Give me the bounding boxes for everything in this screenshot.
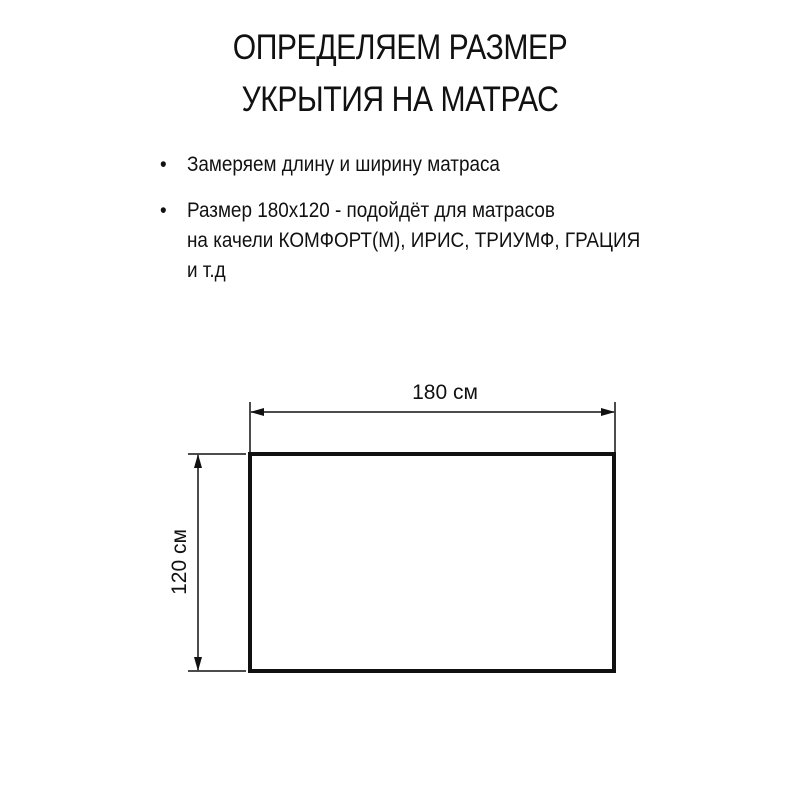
bullet-text: Замеряем длину и ширину матраса	[187, 153, 500, 176]
mattress-rectangle	[250, 454, 614, 671]
bullet-text: Размер 180х120 - подойдёт для матрасов	[187, 199, 555, 222]
bullet-icon: •	[160, 199, 167, 222]
bullet-icon: •	[160, 153, 167, 176]
title-line-1: ОПРЕДЕЛЯЕМ РАЗМЕР	[232, 28, 568, 67]
width-label: 180 см	[412, 381, 478, 404]
height-label: 120 см	[168, 529, 191, 595]
bullet-text: на качели КОМФОРТ(М), ИРИС, ТРИУМФ, ГРАЦИЯ	[187, 229, 641, 252]
title-line-2: УКРЫТИЯ НА МАТРАС	[241, 80, 559, 119]
bullet-text: и т.д	[187, 259, 226, 282]
